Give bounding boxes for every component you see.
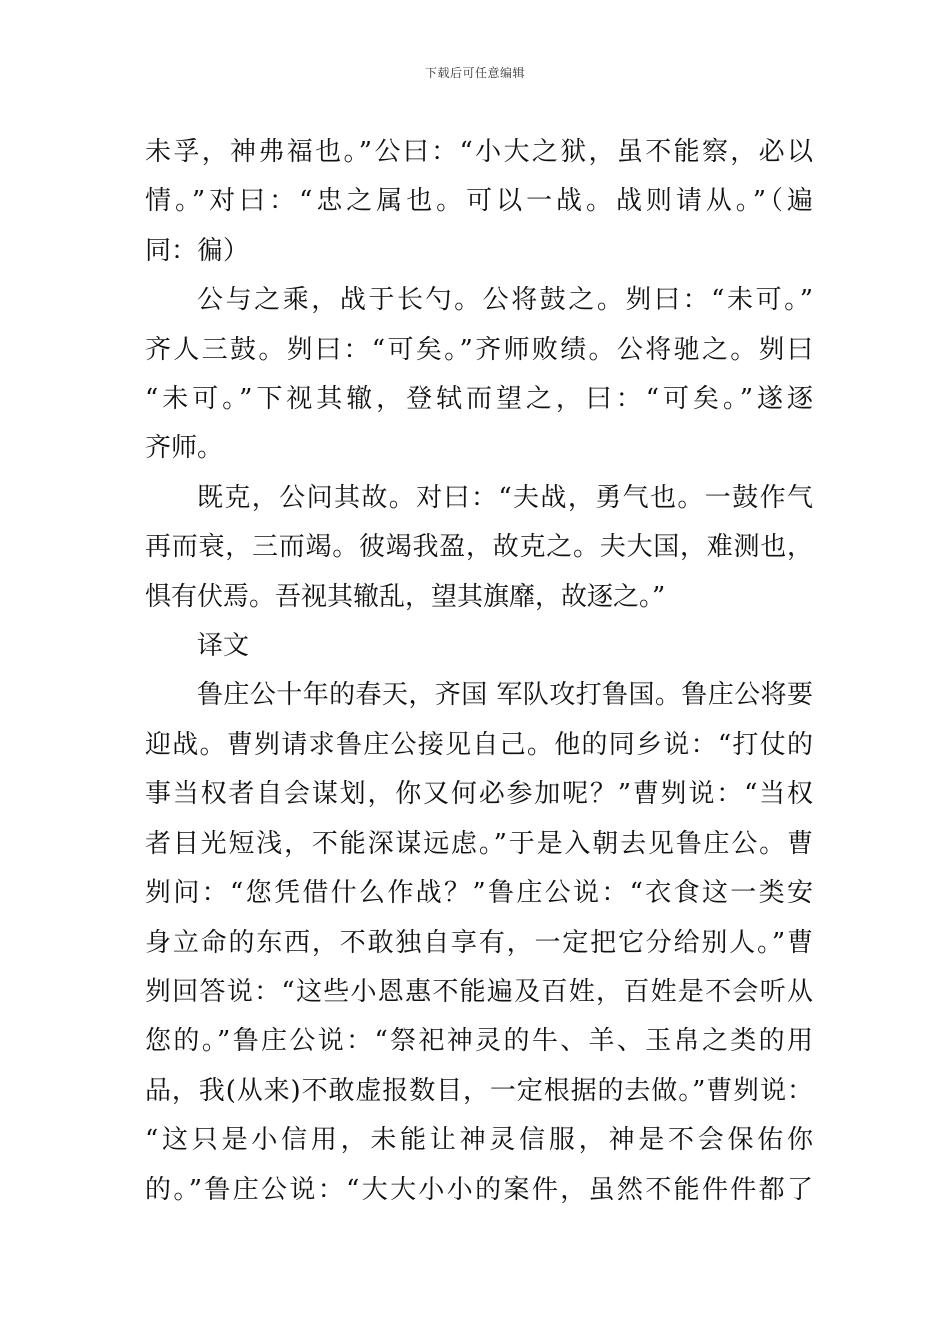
text-line: 身立命的东西，不敢独自享有，一定把它分给别人。”曹 [145,927,813,958]
text-line: 品，我(从来)不敢虚报数目，一定根据的去做。”曹刿说： [145,1075,813,1106]
text-line: 公与之乘，战于长勺。公将鼓之。刿曰：“未可。” [197,285,813,316]
text-line: 未孚，神弗福也。”公曰：“小大之狱，虽不能察，必以 [145,137,813,167]
paragraph [145,128,813,276]
text-line: 齐师。 [145,433,224,464]
text-line: 齐人三鼓。刿曰：“可矣。”齐师败绩。公将驰之。刿曰 [145,334,813,365]
text-line: 刿回答说：“这些小恩惠不能遍及百姓，百姓是不会听从 [145,976,813,1007]
text-line: “这只是小信用，未能让神灵信服，神是不会保佑你 [145,1125,813,1156]
document-body [145,128,813,1215]
text-line: 情。”对曰：“忠之属也。可以一战。战则请从。”（遍 [145,186,813,217]
text-line: 再而衰，三而竭。彼竭我盈，故克之。夫大国，难测也， [145,532,813,563]
text-line: 译文 [197,631,250,662]
text-line: 既克，公问其故。对曰：“夫战，勇气也。一鼓作气 [197,482,813,513]
paragraph [145,276,813,474]
section-heading [145,622,813,671]
text-line: 鲁庄公十年的春天，齐国 军队攻打鲁国。鲁庄公将要 [197,680,813,711]
text-line: “未可。”下视其辙，登轼而望之，曰：“可矣。”遂逐 [145,384,813,415]
text-line: 事当权者自会谋划，你又何必参加呢？”曹刿说：“当权 [145,779,813,810]
text-line: 惧有伏焉。吾视其辙乱，望其旗靡，故逐之。” [145,581,666,612]
text-line: 迎战。曹刿请求鲁庄公接见自己。他的同乡说：“打仗的 [145,729,813,760]
text-line: 同：徧） [145,235,250,266]
text-line: 刿问：“您凭借什么作战？”鲁庄公说：“衣食这一类安 [145,878,813,909]
text-line: 者目光短浅，不能深谋远虑。”于是入朝去见鲁庄公。曹 [145,828,813,859]
paragraph [145,671,813,1214]
text-line: 您的。”鲁庄公说：“祭祀神灵的牛、羊、玉帛之类的用 [145,1026,813,1057]
page-header: 下载后可任意编辑 [424,66,525,80]
text-line: 的。”鲁庄公说：“大大小小的案件，虽然不能件件都了 [145,1174,813,1205]
paragraph [145,474,813,622]
